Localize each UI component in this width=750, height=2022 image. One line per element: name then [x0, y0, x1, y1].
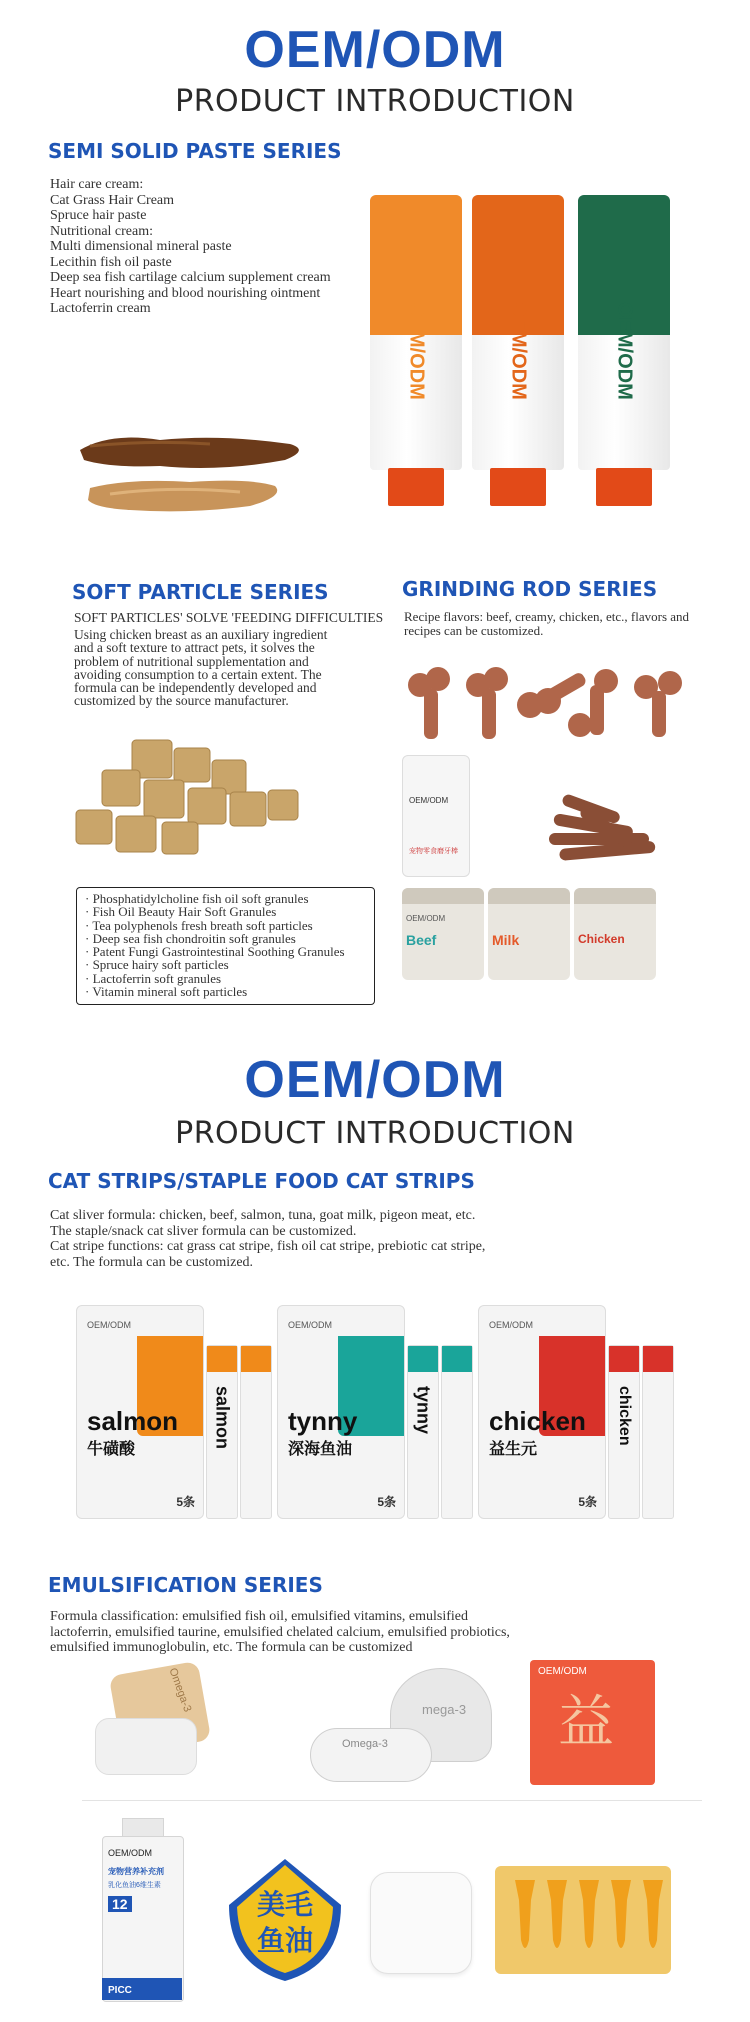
jar-name: Beef: [406, 932, 437, 948]
soft-particle-list: [76, 887, 375, 1005]
stick-name: chicken: [616, 1386, 633, 1446]
pouch-count: 5条: [377, 1495, 396, 1509]
cat-strips-title: CAT STRIPS/STAPLE FOOD CAT STRIPS: [48, 1169, 475, 1193]
pouch-count: 5条: [578, 1495, 597, 1509]
cat-strips-description: [50, 1208, 485, 1270]
emulsion-blue-pack: [225, 1855, 345, 1985]
bag-label: 宠物零食磨牙棒: [409, 848, 458, 855]
cat-strip-stick: [407, 1345, 439, 1519]
cat-strip-stick: [642, 1345, 674, 1519]
bag-brand: OEM/ODM: [409, 796, 449, 805]
list-item: · Spruce hairy soft particles: [85, 957, 229, 973]
cat-strip-stick: [240, 1345, 272, 1519]
soft-desc-line: customized by the source manufacturer.: [74, 693, 289, 709]
cat-strip-stick: [441, 1345, 473, 1519]
pouch-cn: 牛磺酸: [87, 1441, 136, 1458]
red-pack-brand: OEM/ODM: [538, 1666, 587, 1677]
stick-name: salmon: [212, 1386, 233, 1450]
pouch-cn: 益生元: [489, 1441, 538, 1458]
emul-desc-line: emulsified immunoglobulin, etc. The formula can be customized: [50, 1640, 413, 1655]
semi-line: Lecithin fish oil paste: [50, 254, 172, 270]
list-item: · Tea polyphenols fresh breath soft particles: [85, 917, 313, 933]
list-item: · Phosphatidylcholine fish oil soft granules: [85, 891, 309, 906]
bottle-brand: OEM/ODM: [108, 1848, 152, 1858]
grinding-rod-sticks-image: [545, 785, 665, 875]
soft-desc-line: problem of nutritional supplementation and: [74, 653, 309, 669]
semi-solid-description: [50, 177, 331, 317]
emul-desc-line: Formula classification: emulsified fish oil, emulsified vitamins, emulsified: [50, 1609, 468, 1624]
red-pack-character: 益: [558, 1690, 614, 1755]
pouch-name: salmon: [87, 1406, 179, 1436]
jar-name: Chicken: [578, 932, 625, 946]
emulsion-bottle: [102, 1818, 182, 2000]
soft-desc-line: formula can be independently developed and: [74, 680, 317, 696]
jar-name: Milk: [492, 932, 520, 948]
paste-tube-green: [578, 195, 670, 470]
pouch-cn: 深海鱼油: [288, 1441, 353, 1458]
semi-line: Hair care cream:: [50, 177, 144, 192]
list-item: · Patent Fungi Gastrointestinal Soothing Granules: [85, 944, 345, 960]
paste-tube-dark-orange: [472, 195, 564, 470]
semi-solid-title: SEMI SOLID PASTE SERIES: [48, 139, 342, 163]
soft-particle-subtitle: SOFT PARTICLES' SOLVE 'FEEDING DIFFICULTIES: [74, 610, 384, 625]
tube-cap: [388, 468, 444, 506]
list-item: · Lactoferrin soft granules: [85, 970, 222, 986]
tube-oem-text: OEM/ODM: [613, 302, 636, 400]
stick-name: tynny: [413, 1386, 434, 1435]
list-item: · Deep sea fish chondroitin soft granules: [85, 930, 296, 946]
cup-label: Omega-3: [342, 1738, 388, 1750]
semi-line: Lactoferrin cream: [50, 301, 151, 316]
bottle-sub: 乳化鱼油6维生素: [108, 1882, 161, 1889]
pouch-name: tynny: [288, 1406, 358, 1436]
tube-oem-text: OEM/ODM: [405, 302, 428, 400]
emulsion-cups-silver: [300, 1668, 490, 1783]
semi-line: Deep sea fish cartilage calcium supplement cream: [50, 270, 331, 285]
semi-line: Heart nourishing and blood nourishing ointment: [50, 285, 321, 301]
emulsification-title: EMULSIFICATION SERIES: [48, 1573, 323, 1597]
jar-milk: [488, 888, 570, 980]
tube-oem-text: OEM/ODM: [507, 302, 530, 400]
paste-sample-image: [70, 420, 320, 535]
paste-tube-orange: [370, 195, 462, 470]
list-item: · Fish Oil Beauty Hair Soft Granules: [85, 904, 277, 920]
emulsification-description: [50, 1609, 510, 1656]
pouch-name: chicken: [489, 1406, 586, 1436]
cat-desc-line: etc. The formula can be customized.: [50, 1254, 254, 1270]
tube-cap: [596, 468, 652, 506]
jar-beef: [402, 888, 484, 980]
list-item: · Vitamin mineral soft particles: [85, 984, 248, 1000]
emulsion-white-pad: [370, 1872, 472, 1974]
grind-desc-line: recipes can be customized.: [404, 622, 544, 638]
blue-pack-text2: 鱼油: [256, 1925, 313, 1956]
emul-desc-line: lactoferrin, emulsified taurine, emulsified chelated calcium, emulsified probiotics,: [50, 1624, 510, 1640]
hero-title: OEM/ODM: [244, 21, 506, 79]
grind-desc-line: Recipe flavors: beef, creamy, chicken, etc., flavors and: [404, 609, 690, 624]
semi-line: Cat Grass Hair Cream: [50, 192, 175, 208]
cat-desc-line: Cat sliver formula: chicken, beef, salmon, tuna, goat milk, pigeon meat, etc.: [50, 1208, 476, 1223]
divider: [82, 1800, 702, 1801]
cup-label: Omega-3: [166, 1666, 194, 1714]
pouch-count: 5条: [176, 1495, 195, 1509]
hero2-subtitle: PRODUCT INTRODUCTION: [175, 1116, 575, 1151]
grinding-rod-description: [404, 610, 689, 637]
jar-brand: OEM/ODM: [406, 914, 446, 923]
emulsion-cup-gold: [95, 1668, 215, 1778]
tube-cap: [490, 468, 546, 506]
bottle-footer: PICC: [108, 1985, 132, 1996]
blue-pack-text1: 美毛: [256, 1889, 313, 1920]
hero2-title: OEM/ODM: [244, 1051, 506, 1109]
pouch-brand: OEM/ODM: [288, 1320, 332, 1330]
hero-subtitle: PRODUCT INTRODUCTION: [175, 84, 575, 119]
semi-line: Spruce hair paste: [50, 208, 147, 223]
cat-strip-pouch-tynny: [277, 1305, 405, 1519]
emulsion-ampoule-strip: [495, 1860, 675, 1985]
semi-line: Multi dimensional mineral paste: [50, 239, 232, 254]
semi-line: Nutritional cream:: [50, 223, 154, 239]
soft-particle-title: SOFT PARTICLE SERIES: [72, 580, 329, 604]
cat-strip-stick: [206, 1345, 238, 1519]
soft-granules-image: [72, 730, 302, 865]
cat-strip-pouch-salmon: [76, 1305, 204, 1519]
bottle-cn: 宠物营养补充剂: [108, 1867, 164, 1876]
soft-particle-description: [74, 628, 327, 708]
soft-desc-line: Using chicken breast as an auxiliary ingredient: [74, 627, 328, 642]
cat-strip-pouch-chicken: [478, 1305, 606, 1519]
soft-desc-line: avoiding consumption to a certain extent. The: [74, 666, 322, 682]
pouch-brand: OEM/ODM: [87, 1320, 131, 1330]
cup-label: mega-3: [422, 1702, 467, 1717]
soft-desc-line: and a soft texture to attract pets, it solves the: [74, 640, 315, 656]
jar-chicken: [574, 888, 656, 980]
emulsion-red-pack: [530, 1660, 655, 1785]
cat-strip-stick: [608, 1345, 640, 1519]
bottle-number: 12: [108, 1896, 132, 1912]
grinding-rod-title: GRINDING ROD SERIES: [402, 577, 658, 601]
pouch-brand: OEM/ODM: [489, 1320, 533, 1330]
cat-desc-line: The staple/snack cat sliver formula can be customized.: [50, 1223, 357, 1239]
grinding-rod-bones-image: [400, 665, 700, 760]
cat-desc-line: Cat stripe functions: cat grass cat stripe, fish oil cat stripe, prebiotic cat stripe,: [50, 1239, 486, 1254]
grinding-rod-bag: [402, 755, 470, 877]
